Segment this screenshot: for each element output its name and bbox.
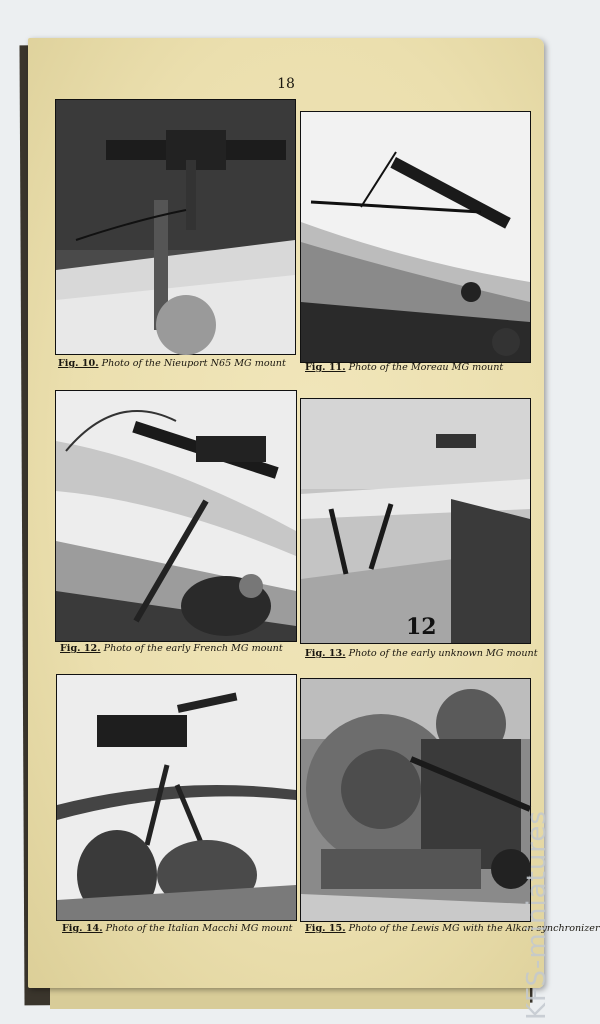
caption-text-15: Photo of the Lewis MG with the Alkan synchronizer	[348, 923, 600, 934]
booklet-page	[28, 38, 600, 988]
fig-label-15: Fig. 15.	[305, 923, 346, 934]
caption-fig-13	[305, 648, 538, 659]
caption-fig-12	[60, 643, 283, 654]
aircraft-number-marking: 12	[406, 614, 437, 640]
caption-text-13: Photo of the early unknown MG mount	[348, 648, 538, 659]
caption-text-10: Photo of the Nieuport N65 MG mount	[101, 358, 286, 369]
caption-text-11: Photo of the Moreau MG mount	[348, 362, 504, 373]
fig-label-11: Fig. 11.	[305, 362, 346, 373]
photo-fig-15	[300, 678, 531, 922]
photo-fig-13-image	[301, 399, 530, 643]
caption-text-14: Photo of the Italian Macchi MG mount	[105, 923, 293, 934]
caption-fig-10	[58, 358, 286, 369]
caption-fig-11	[305, 362, 503, 373]
fig-label-12: Fig. 12.	[60, 643, 101, 654]
caption-text-12: Photo of the early French MG mount	[103, 643, 283, 654]
photo-fig-13	[300, 398, 531, 644]
fig-label-10: Fig. 10.	[58, 358, 99, 369]
photo-fig-11-image	[301, 112, 530, 362]
photo-fig-10	[55, 99, 296, 355]
watermark-text: KFS-miniatures	[522, 810, 552, 1020]
caption-fig-14	[62, 923, 293, 934]
photo-fig-11	[300, 111, 531, 363]
fig-label-14: Fig. 14.	[62, 923, 103, 934]
photo-fig-14	[56, 674, 297, 921]
photo-fig-14-image	[57, 675, 296, 920]
fig-label-13: Fig. 13.	[305, 648, 346, 659]
photo-fig-10-image	[56, 100, 295, 354]
page-number: 18	[277, 76, 295, 92]
photo-fig-12	[55, 390, 297, 642]
photo-fig-15-image	[301, 679, 530, 921]
photo-fig-12-image	[56, 391, 296, 641]
